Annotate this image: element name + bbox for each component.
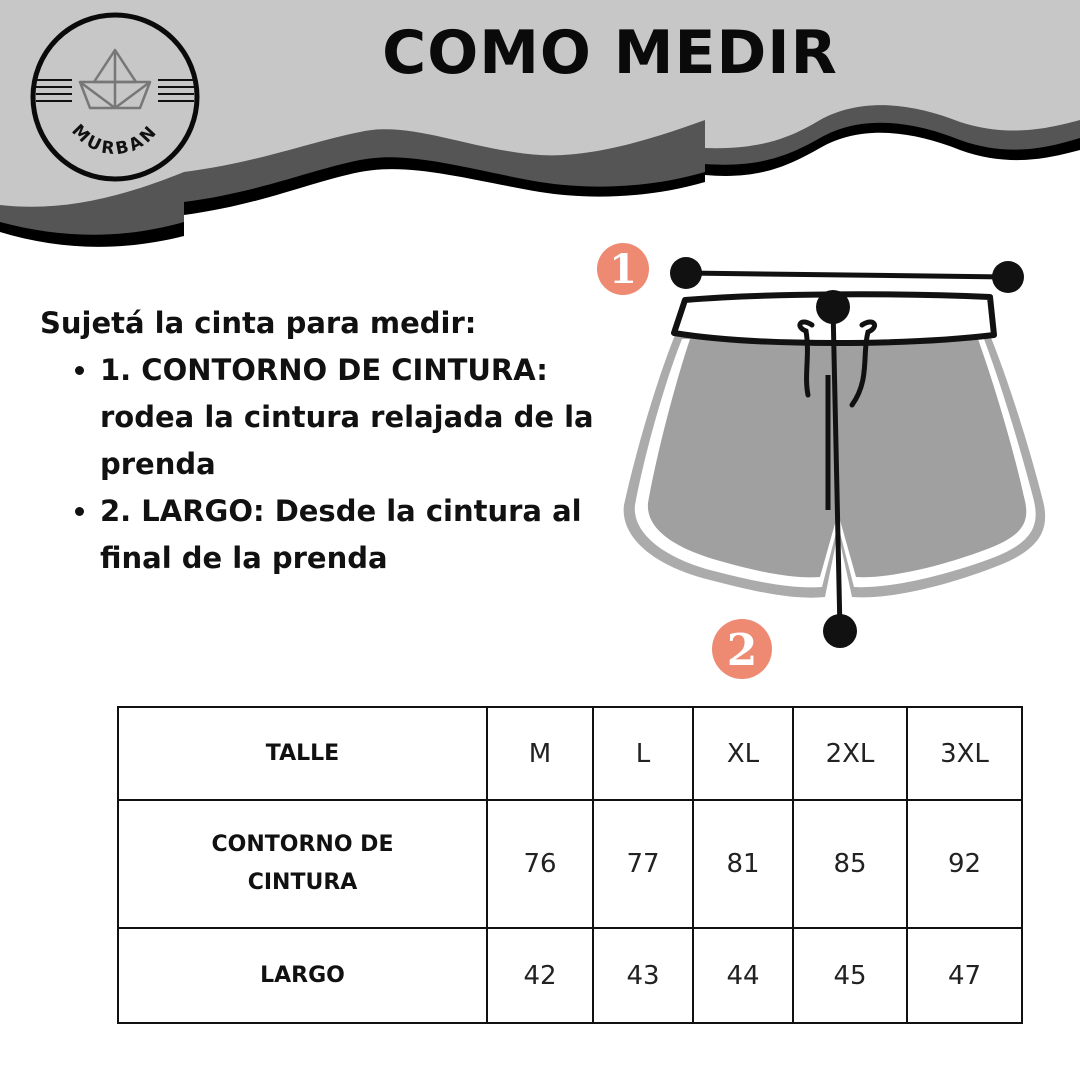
row-label-cell: LARGO [118, 928, 487, 1023]
marker-1-label: 1 [609, 246, 637, 293]
instructions [40, 300, 600, 582]
value-cell: 47 [907, 928, 1022, 1023]
instruction-item: • 2. LARGO: Desde la cintura al final de la prenda [100, 488, 600, 582]
row-label-text: CONTORNO DE CINTURA [211, 832, 394, 895]
row-label-cell [118, 800, 487, 928]
marker-1-badge [594, 240, 652, 298]
size-cell: 3XL [907, 707, 1022, 800]
table-row [118, 707, 1022, 800]
instructions-lead: Sujetá la cinta para medir: [40, 306, 477, 340]
murban-logo [28, 10, 202, 184]
value-cell: 85 [793, 800, 907, 928]
value-cell: 44 [693, 928, 793, 1023]
value-cell: 77 [593, 800, 693, 928]
size-cell: M [487, 707, 593, 800]
waist-measure-line [670, 257, 1024, 293]
instructions-list [40, 347, 600, 582]
table-row [118, 800, 1022, 928]
size-cell: L [593, 707, 693, 800]
logo-text: MURBAN [67, 120, 163, 160]
value-cell: 76 [487, 800, 593, 928]
marker-2-label: 2 [726, 625, 758, 676]
value-cell: 92 [907, 800, 1022, 928]
shorts-diagram [590, 235, 1060, 690]
value-cell: 42 [487, 928, 593, 1023]
value-cell: 81 [693, 800, 793, 928]
value-cell: 45 [793, 928, 907, 1023]
marker-2-badge [709, 616, 775, 682]
value-cell: 43 [593, 928, 693, 1023]
size-chart-table [117, 706, 1023, 1024]
instruction-item: • 1. CONTORNO DE CINTURA: rodea la cintura relajada de la prenda [100, 347, 600, 488]
size-cell: 2XL [793, 707, 907, 800]
size-cell: XL [693, 707, 793, 800]
page-title: COMO MEDIR [382, 18, 838, 88]
table-row [118, 928, 1022, 1023]
header-label-cell: TALLE [118, 707, 487, 800]
